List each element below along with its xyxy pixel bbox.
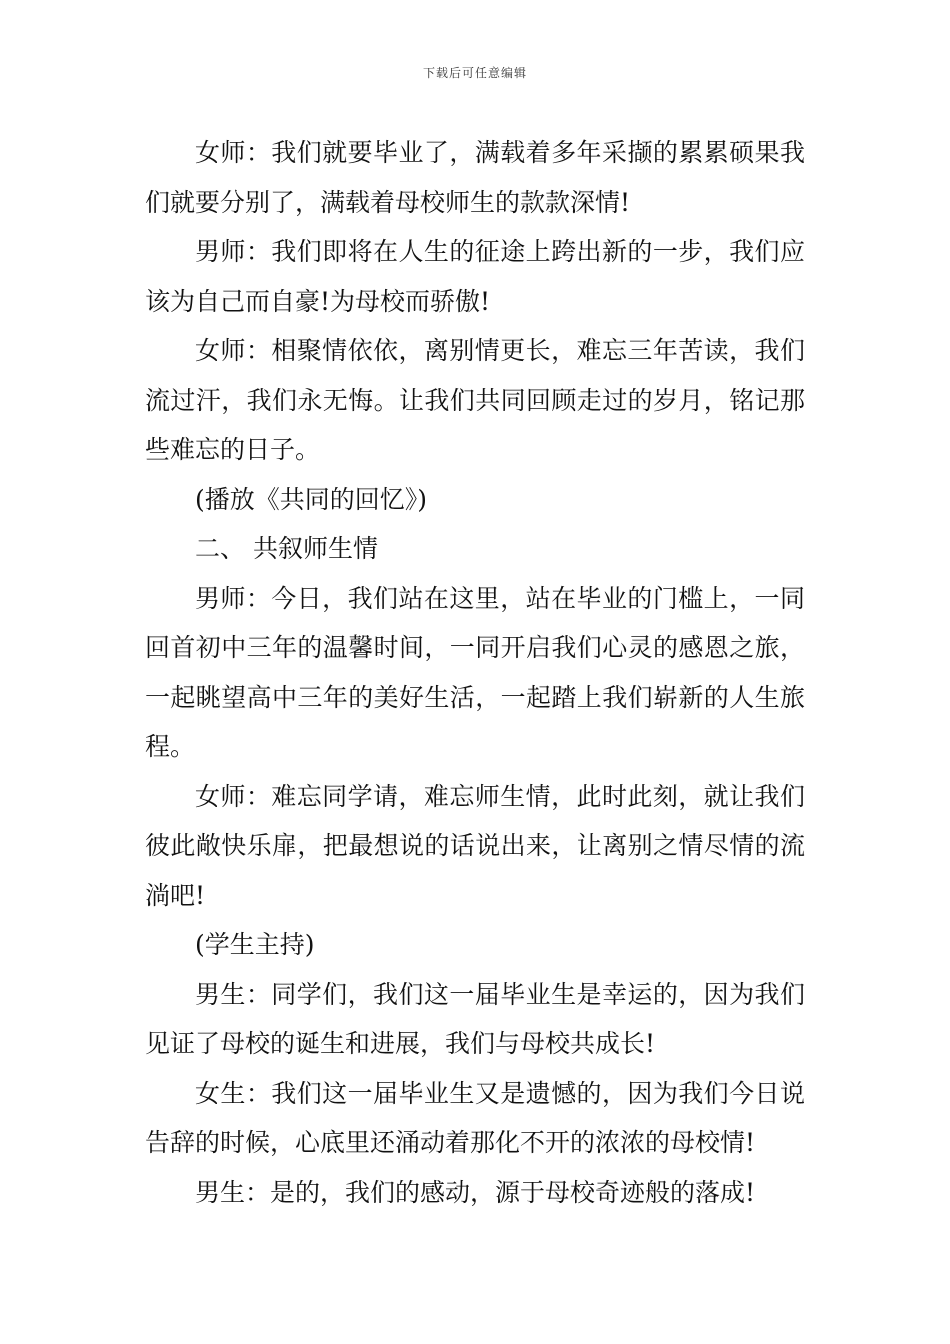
paragraph-female-teacher-3: 女师：难忘同学请，难忘师生情，此时此刻，就让我们彼此敞快乐扉，把最想说的话说出来，让离别之情尽情的流淌吧! — [145, 781, 805, 910]
section-heading-2: 二、 共叙师生情 — [195, 534, 378, 563]
document-body — [145, 128, 805, 1217]
paragraph-female-teacher-1: 女师：我们就要毕业了，满载着多年采撷的累累硕果我们就要分别了，满载着母校师生的款款深情! — [145, 138, 805, 217]
paragraph-male-teacher-2: 男师：今日，我们站在这里，站在毕业的门槛上，一同回首初中三年的温馨时间，一同开启我们心灵的感恩之旅，一起眺望高中三年的美好生活，一起踏上我们崭新的人生旅程。 — [145, 583, 805, 761]
paragraph-male-student-1: 男生：同学们，我们这一届毕业生是幸运的，因为我们见证了母校的诞生和进展，我们与母校共成长! — [145, 979, 805, 1058]
page-header: 下载后可任意编辑 — [422, 66, 527, 80]
paragraph-stage-direction-play: (播放《共同的回忆》) — [195, 484, 428, 514]
paragraph-male-student-2: 男生：是的，我们的感动，源于母校奇迹般的落成! — [195, 1177, 756, 1207]
paragraph-male-teacher-1: 男师：我们即将在人生的征途上跨出新的一步，我们应该为自己而自豪!为母校而骄傲! — [145, 237, 805, 316]
paragraph-female-teacher-2: 女师：相聚情依依，离别情更长，难忘三年苦读，我们流过汗，我们永无悔。让我们共同回顾走过的岁月，铭记那些难忘的日子。 — [145, 336, 805, 464]
paragraph-female-student-1: 女生：我们这一届毕业生又是遗憾的，因为我们今日说告辞的时候，心底里还涌动着那化不开的浓浓的母校情! — [145, 1078, 805, 1157]
paragraph-stage-direction-students: (学生主持) — [195, 930, 315, 959]
